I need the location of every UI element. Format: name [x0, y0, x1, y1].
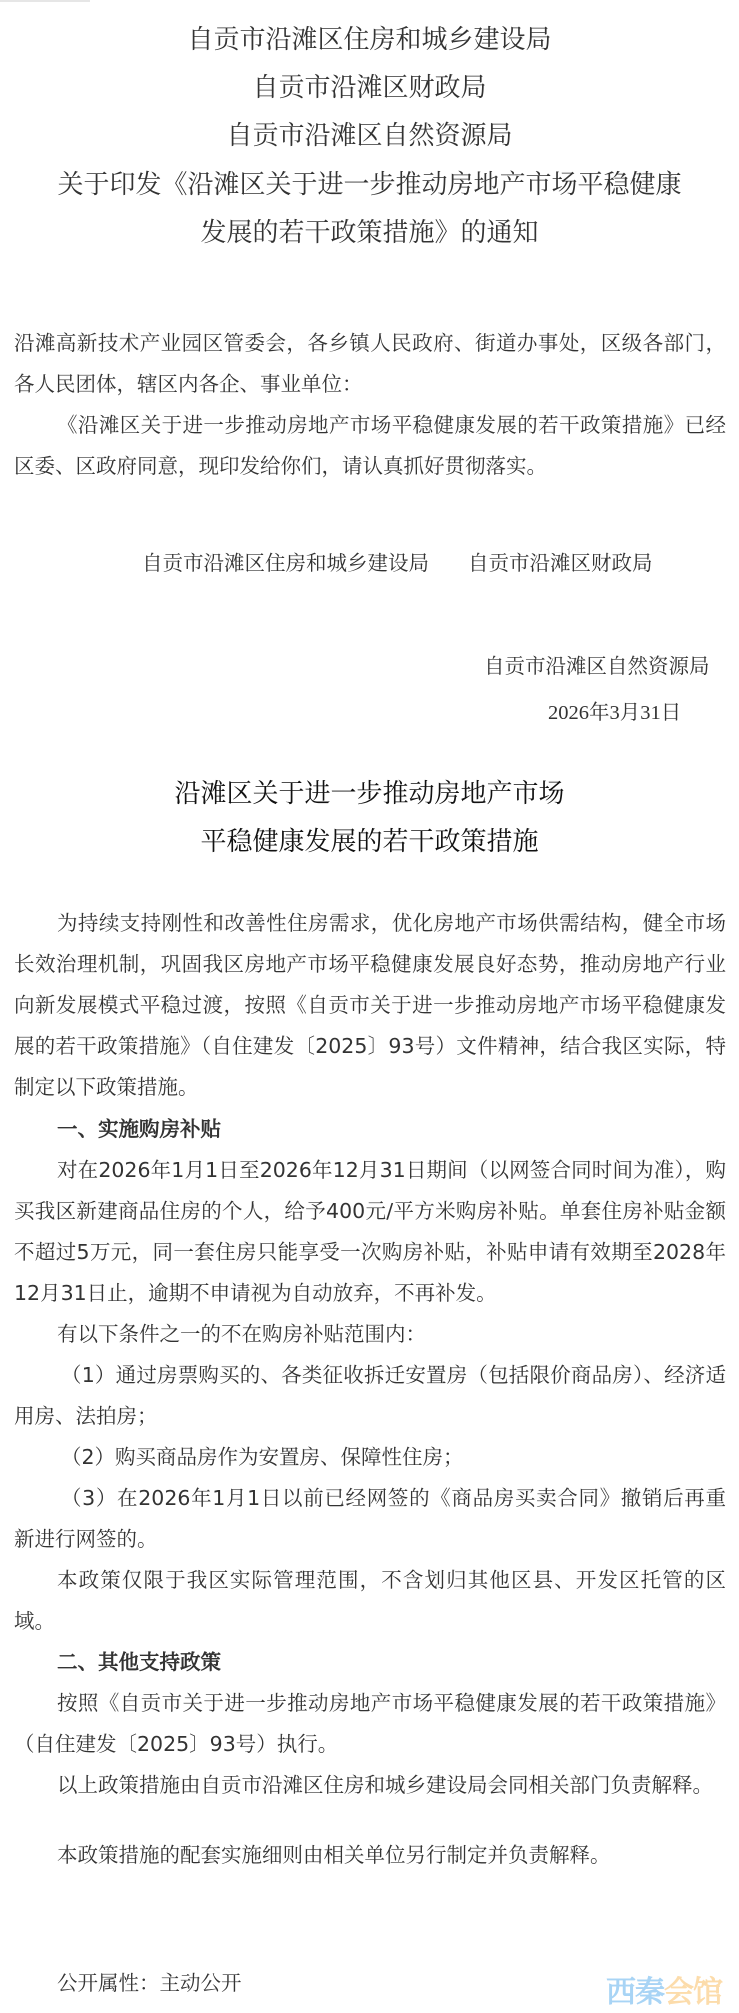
section1-scope: 本政策仅限于我区实际管理范围，不含划归其他区县、开发区托管的区域。 — [14, 1568, 726, 1633]
notice-title-line1: 关于印发《沿滩区关于进一步推动房地产市场平稳健康 — [57, 170, 682, 200]
section1-heading: 一、实施购房补贴 — [57, 1117, 221, 1141]
issuer-housing-bureau: 自贡市沿滩区住房和城乡建设局 — [187, 25, 552, 55]
exclusion-item-2: （2）购买商品房作为安置房、保障性住房； — [61, 1445, 464, 1469]
disclosure-attribute: 公开属性：主动公开 — [57, 1971, 242, 1995]
exclusion-item-3: （3）在2026年1月1日以前已经网签的《商品房买卖合同》撤销后再重新进行网签的。 — [14, 1486, 726, 1551]
signature-natural-resources-bureau: 自贡市沿滩区自然资源局 — [484, 654, 710, 678]
exclusion-item-1: （1）通过房票购买的、各类征收拆迁安置房（包括限价商品房）、经济适用房、法拍房； — [14, 1363, 726, 1428]
watermark-part1: 西秦 — [606, 1975, 664, 2010]
watermark-logo — [606, 1976, 722, 2010]
signature-housing-bureau: 自贡市沿滩区住房和城乡建设局 — [142, 551, 429, 575]
top-divider — [0, 0, 90, 2]
section2-paragraph: 按照《自贡市关于进一步推动房地产市场平稳健康发展的若干政策措施》（自住建发〔2025〕93号）执行。 — [14, 1691, 726, 1756]
policy-title-line1: 沿滩区关于进一步推动房地产市场 — [174, 779, 565, 809]
issuer-natural-resources-bureau: 自贡市沿滩区自然资源局 — [226, 121, 513, 151]
policy-title-line2: 平稳健康发展的若干政策措施 — [200, 827, 539, 857]
watermark-part2: 会馆 — [664, 1975, 722, 2010]
notice-title-line2: 发展的若干政策措施》的通知 — [200, 218, 539, 248]
signature-finance-bureau: 自贡市沿滩区财政局 — [468, 551, 653, 575]
interpretation-note: 以上政策措施由自贡市沿滩区住房和城乡建设局会同相关部门负责解释。 — [57, 1773, 713, 1797]
issuer-finance-bureau: 自贡市沿滩区财政局 — [252, 73, 487, 103]
implementation-note: 本政策措施的配套实施细则由相关单位另行制定并负责解释。 — [57, 1843, 611, 1867]
section1-exclusion-intro: 有以下条件之一的不在购房补贴范围内： — [57, 1322, 426, 1346]
notice-date: 2026年3月31日 — [548, 702, 682, 724]
section1-subsidy-paragraph: 对在2026年1月1日至2026年12月31日期间（以网签合同时间为准），购买我区新建商品住房的个人，给予400元/平方米购房补贴。单套住房补贴金额不超过5万元，同一套住房只能享受一次购房补贴，补贴申请有效期至2028年12月31日止，逾期不申请视为自动放弃，不再补发。 — [14, 1158, 726, 1305]
section2-heading: 二、其他支持政策 — [57, 1650, 221, 1674]
notice-recipients: 沿滩高新技术产业园区管委会，各乡镇人民政府、街道办事处，区级各部门，各人民团体，辖区内各企、事业单位： — [14, 331, 726, 396]
policy-intro: 为持续支持刚性和改善性住房需求，优化房地产市场供需结构，健全市场长效治理机制，巩固我区房地产市场平稳健康发展良好态势，推动房地产行业向新发展模式平稳过渡，按照《自贡市关于进一步推动房地产市场平稳健康发展的若干政策措施》（自住建发〔2025〕93号）文件精神，结合我区实际，特制定以下政策措施。 — [14, 911, 726, 1099]
notice-body: 《沿滩区关于进一步推动房地产市场平稳健康发展的若干政策措施》已经区委、区政府同意，现印发给你们，请认真抓好贯彻落实。 — [14, 413, 726, 478]
